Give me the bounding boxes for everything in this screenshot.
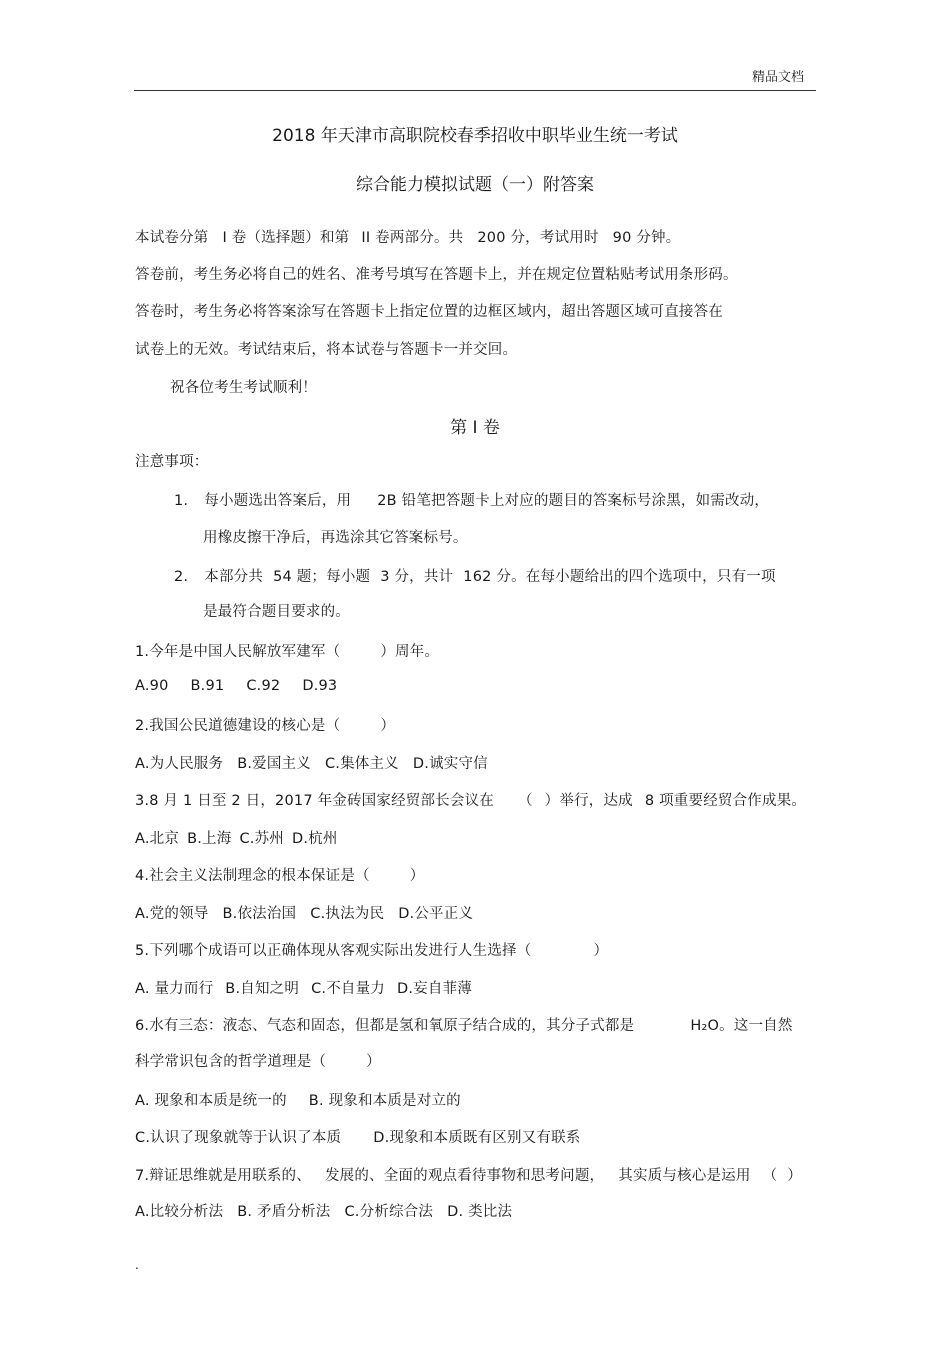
option-b: B.上海 bbox=[187, 831, 232, 847]
question-text: H₂O。这一自然 bbox=[690, 1018, 793, 1034]
question-3-options bbox=[135, 827, 338, 848]
note-number: 2. bbox=[174, 569, 189, 585]
question-text: 发展的、全面的观点看待事物和思考问题， bbox=[324, 1168, 605, 1184]
section-title: 第 I 卷 bbox=[450, 418, 500, 438]
header-tag: 精品文档 bbox=[752, 70, 805, 85]
question-text: 6.水有三态：液态、气态和固态，但都是氢和氧原子结合成的，其分子式都是 bbox=[135, 1018, 635, 1034]
notes-heading: 注意事项： bbox=[135, 454, 209, 470]
note-number: 1. bbox=[174, 493, 189, 509]
note-2-line-2: 是最符合题目要求的。 bbox=[203, 604, 350, 620]
question-text: （ bbox=[762, 1168, 778, 1184]
option-b: B.自知之明 bbox=[225, 981, 300, 997]
question-4 bbox=[135, 864, 424, 885]
option-a: A.北京 bbox=[135, 831, 180, 847]
option-d: D.现象和本质既有区别又有联系 bbox=[373, 1130, 581, 1146]
question-text: ）举行，达成 bbox=[544, 793, 633, 809]
question-6-options-ab bbox=[135, 1089, 461, 1110]
option-d: D.诚实守信 bbox=[412, 756, 488, 772]
intro-wish: 祝各位考生考试顺利！ bbox=[170, 380, 317, 396]
question-text: 科学常识包含的哲学道理是（ bbox=[135, 1054, 327, 1070]
question-text: 3.8 月 1 日至 2 日，2017 年金砖国家经贸部长会议在 bbox=[135, 793, 494, 809]
note-2-line-1 bbox=[174, 565, 776, 586]
question-text: 5.下列哪个成语可以正确体现从客观实际出发进行人生选择（ bbox=[135, 943, 532, 959]
option-a: A. 量力而行 bbox=[135, 981, 214, 997]
intro-text: II 卷两部分。共 bbox=[361, 230, 464, 246]
note-text: 2B 铅笔把答题卡上对应的题目的答案标号涂黑，如需改动， bbox=[377, 493, 770, 509]
question-text: 7.辩证思维就是用联系的、 bbox=[135, 1168, 311, 1184]
option-b: B.爱国主义 bbox=[237, 756, 311, 772]
header-rule bbox=[134, 90, 816, 91]
option-b: B.依法治国 bbox=[222, 906, 297, 922]
option-a: A.为人民服务 bbox=[135, 756, 224, 772]
option-c: C.92 bbox=[246, 678, 281, 694]
question-text: ） bbox=[380, 718, 396, 734]
note-text: 每小题选出答案后，用 bbox=[204, 493, 352, 509]
intro-text: 本试卷分第 bbox=[135, 230, 209, 246]
note-text: 162 分。在每小题给出的四个选项中，只有一项 bbox=[463, 569, 776, 585]
question-7-options bbox=[135, 1200, 512, 1221]
option-a: A.90 bbox=[135, 678, 169, 694]
option-c: C.认识了现象就等于认识了本质 bbox=[135, 1130, 342, 1146]
intro-text: 200 分，考试用时 bbox=[477, 230, 599, 246]
question-text: ） bbox=[787, 1168, 802, 1184]
question-6-line-1 bbox=[135, 1014, 793, 1035]
question-2-options bbox=[135, 752, 488, 773]
question-text: 1.今年是中国人民解放军建军（ bbox=[135, 644, 341, 660]
option-d: D.杭州 bbox=[291, 831, 338, 847]
question-1-options bbox=[135, 678, 337, 694]
note-1-line-2: 用橡皮擦干净后，再选涂其它答案标号。 bbox=[203, 530, 468, 546]
question-7 bbox=[135, 1164, 802, 1185]
intro-line-4: 试卷上的无效。考试结束后，将本试卷与答题卡一并交回。 bbox=[135, 342, 518, 358]
note-text: 54 题；每小题 bbox=[273, 569, 371, 585]
option-a: A.党的领导 bbox=[135, 906, 209, 922]
intro-line-3: 答卷时，考生务必将答案涂写在答题卡上指定位置的边框区域内，超出答题区域可直接答在 bbox=[135, 304, 723, 320]
question-5-options bbox=[135, 977, 472, 998]
question-text: 4.社会主义法制理念的根本保证是（ bbox=[135, 868, 370, 884]
option-d: D. 类比法 bbox=[447, 1204, 513, 1220]
page-title: 2018 年天津市高职院校春季招收中职毕业生统一考试 bbox=[272, 126, 678, 146]
question-text: ） bbox=[593, 943, 609, 959]
option-b: B. 矛盾分析法 bbox=[237, 1204, 331, 1220]
question-6-line-2 bbox=[135, 1050, 381, 1071]
intro-text: 90 分钟。 bbox=[612, 230, 681, 246]
option-d: D.妄自菲薄 bbox=[397, 981, 472, 997]
footer-dot: . bbox=[135, 1258, 139, 1272]
question-text: 其实质与核心是运用 bbox=[618, 1168, 751, 1184]
question-text: ） bbox=[409, 868, 425, 884]
option-c: C.分析综合法 bbox=[344, 1204, 434, 1220]
note-1-line-1 bbox=[174, 489, 769, 510]
question-text: 2.我国公民道德建设的核心是（ bbox=[135, 718, 341, 734]
question-4-options bbox=[135, 902, 473, 923]
intro-text: I 卷（选择题）和第 bbox=[222, 230, 350, 246]
question-3 bbox=[135, 789, 806, 810]
intro-line-1 bbox=[135, 226, 680, 247]
option-c: C.执法为民 bbox=[310, 906, 385, 922]
option-d: D.93 bbox=[302, 678, 338, 694]
question-1 bbox=[135, 640, 439, 661]
option-c: C.不自量力 bbox=[311, 981, 385, 997]
option-c: C.集体主义 bbox=[324, 756, 399, 772]
question-6-options-cd bbox=[135, 1126, 581, 1147]
option-b: B. 现象和本质是对立的 bbox=[308, 1093, 461, 1109]
question-text: （ bbox=[517, 793, 533, 809]
question-2 bbox=[135, 714, 395, 735]
option-b: B.91 bbox=[190, 678, 225, 694]
option-a: A.比较分析法 bbox=[135, 1204, 224, 1220]
question-text: ） bbox=[366, 1054, 381, 1070]
page-subtitle: 综合能力模拟试题（一）附答案 bbox=[356, 175, 594, 195]
option-a: A. 现象和本质是统一的 bbox=[135, 1093, 287, 1109]
question-text: ）周年。 bbox=[380, 644, 440, 660]
note-text: 本部分共 bbox=[204, 569, 264, 585]
question-5 bbox=[135, 939, 608, 960]
note-text: 3 分，共计 bbox=[380, 569, 454, 585]
option-d: D.公平正义 bbox=[398, 906, 474, 922]
intro-line-2: 答卷前，考生务必将自己的姓名、准考号填写在答题卡上，并在规定位置粘贴考试用条形码。 bbox=[135, 267, 738, 283]
question-text: 8 项重要经贸合作成果。 bbox=[644, 793, 807, 809]
option-c: C.苏州 bbox=[239, 831, 284, 847]
